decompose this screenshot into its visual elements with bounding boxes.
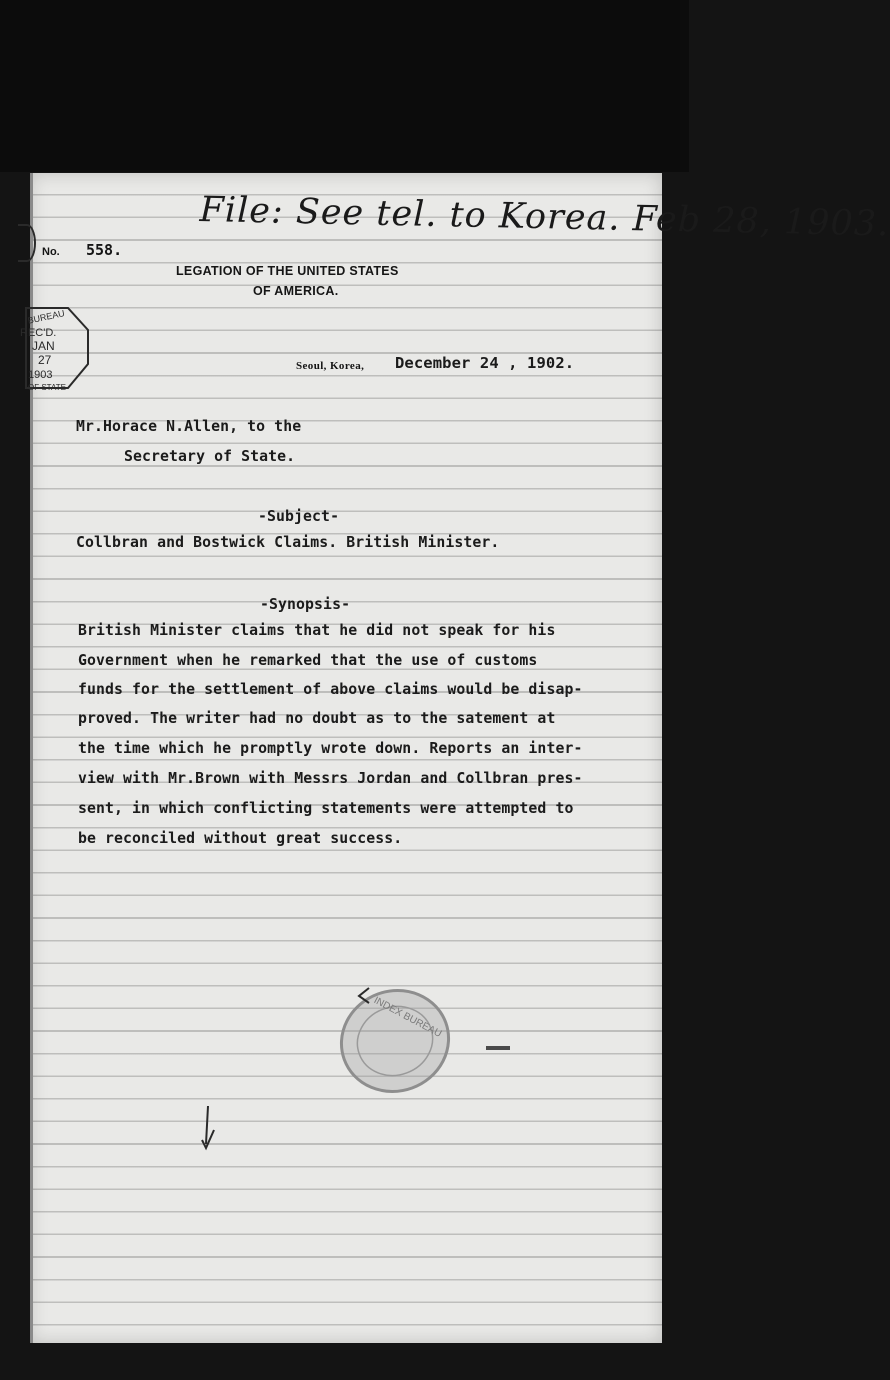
received-stamp-text-2: REC'D. bbox=[20, 327, 57, 339]
synopsis-line-3: funds for the settlement of above claims would be disap- bbox=[78, 681, 583, 698]
synopsis-heading: -Synopsis- bbox=[260, 596, 351, 613]
received-stamp bbox=[6, 300, 92, 394]
document-page bbox=[30, 173, 662, 1343]
letter-date: December 24 , 1902. bbox=[395, 354, 575, 372]
synopsis-line-8: be reconciled without great success. bbox=[78, 830, 403, 847]
to-line: Secretary of State. bbox=[124, 448, 296, 465]
from-line: Mr.Horace N.Allen, to the bbox=[76, 418, 302, 435]
synopsis-line-4: proved. The writer had no doubt as to the satement at bbox=[78, 710, 556, 727]
binder-clip-mark bbox=[18, 224, 36, 262]
pencil-dash-mark bbox=[486, 1046, 510, 1050]
index-stamp-text: INDEX BUREAU bbox=[371, 995, 444, 1040]
subject-heading: -Subject- bbox=[258, 508, 340, 525]
received-stamp-text-1: BUREAU bbox=[26, 308, 66, 326]
synopsis-line-2: Government when he remarked that the use of customs bbox=[78, 652, 538, 669]
number-label: No. bbox=[42, 246, 60, 258]
received-stamp-text-3: JAN bbox=[32, 339, 55, 353]
letterhead-line-2: OF AMERICA. bbox=[253, 284, 339, 298]
place-line: Seoul, Korea, bbox=[296, 360, 365, 372]
document-number: 558. bbox=[86, 241, 123, 259]
subject-text: Collbran and Bostwick Claims. British Minister. bbox=[76, 534, 500, 551]
letterhead-line-1: LEGATION OF THE UNITED STATES bbox=[176, 264, 399, 278]
synopsis-line-6: view with Mr.Brown with Messrs Jordan and Collbran pres- bbox=[78, 770, 583, 787]
pencil-check-mark bbox=[356, 986, 372, 1006]
synopsis-line-5: the time which he promptly wrote down. Reports an inter- bbox=[78, 740, 583, 757]
handwritten-tick-mark bbox=[198, 1104, 218, 1150]
synopsis-line-7: sent, in which conflicting statements were attempted to bbox=[78, 800, 574, 817]
handwritten-file-note: File: See tel. to Korea. Feb 28, 1903. bbox=[199, 190, 890, 245]
received-stamp-text-4: 27 bbox=[38, 353, 52, 367]
index-bureau-stamp bbox=[335, 985, 457, 1097]
received-stamp-text-5: 1903 bbox=[28, 369, 53, 381]
synopsis-line-1: British Minister claims that he did not speak for his bbox=[78, 622, 556, 639]
received-stamp-text-6: OF STATE bbox=[28, 383, 66, 392]
scan-background-top bbox=[0, 0, 689, 172]
